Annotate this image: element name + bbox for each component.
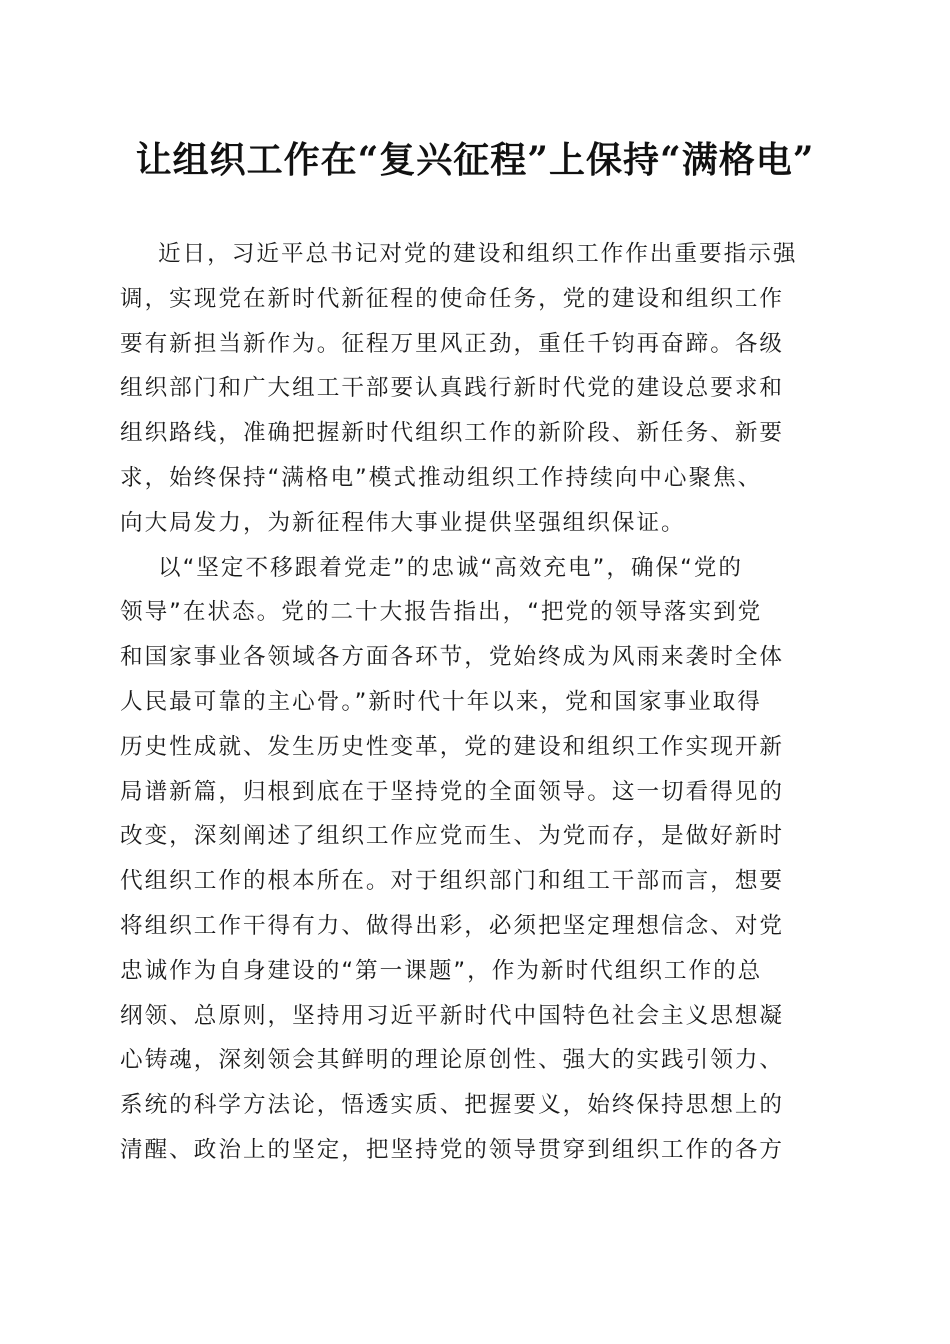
paragraph-line: 历史性成就、发生历史性变革，党的建设和组织工作实现开新 xyxy=(120,733,785,760)
paragraph-line: 求，始终保持“满格电”模式推动组织工作持续向中心聚焦、 xyxy=(120,464,763,491)
document-body xyxy=(120,232,828,1173)
paragraph-line: 代组织工作的根本所在。对于组织部门和组工干部而言，想要 xyxy=(120,868,785,895)
paragraph-line: 心铸魂，深刻领会其鲜明的理论原创性、强大的实践引领力、 xyxy=(120,1047,785,1074)
paragraph-line: 近日，习近平总书记对党的建设和组织工作作出重要指示强 xyxy=(158,241,798,267)
paragraph-line: 清醒、政治上的坚定，把坚持党的领导贯穿到组织工作的各方 xyxy=(120,1136,785,1163)
paragraph xyxy=(120,232,828,546)
paragraph-line: 将组织工作干得有力、做得出彩，必须把坚定理想信念、对党 xyxy=(120,912,785,939)
paragraph-line: 组织路线，准确把握新时代组织工作的新阶段、新任务、新要 xyxy=(120,420,785,447)
paragraph-line: 纲领、总原则，坚持用习近平新时代中国特色社会主义思想凝 xyxy=(120,1002,785,1029)
paragraph-line: 要有新担当新作为。征程万里风正劲，重任千钧再奋蹄。各级 xyxy=(120,330,785,357)
paragraph-line: 改变，深刻阐述了组织工作应党而生、为党而存，是做好新时 xyxy=(120,823,785,850)
paragraph-line: 领导”在状态。党的二十大报告指出，“把党的领导落实到党 xyxy=(120,599,763,626)
paragraph-line: 系统的科学方法论，悟透实质、把握要义，始终保持思想上的 xyxy=(120,1092,785,1119)
paragraph-line: 人民最可靠的主心骨。”新时代十年以来，党和国家事业取得 xyxy=(120,688,762,715)
paragraph-line: 调，实现党在新时代新征程的使命任务，党的建设和组织工作 xyxy=(120,285,785,312)
paragraph-line: 局谱新篇，归根到底在于坚持党的全面领导。这一切看得见的 xyxy=(120,778,785,805)
paragraph-line: 组织部门和广大组工干部要认真践行新时代党的建设总要求和 xyxy=(120,375,785,402)
paragraph-line: 向大局发力，为新征程伟大事业提供坚强组织保证。 xyxy=(120,509,686,536)
paragraph-line: 和国家事业各领域各方面各环节，党始终成为风雨来袭时全体 xyxy=(120,644,785,671)
paragraph-line: 忠诚作为自身建设的“第一课题”，作为新时代组织工作的总 xyxy=(120,957,763,984)
paragraph xyxy=(120,546,828,1173)
paragraph-line: 以“坚定不移跟着党走”的忠诚“高效充电”，确保“党的 xyxy=(158,554,743,581)
document-title: 让组织工作在“复兴征程”上保持“满格电” xyxy=(135,139,815,181)
